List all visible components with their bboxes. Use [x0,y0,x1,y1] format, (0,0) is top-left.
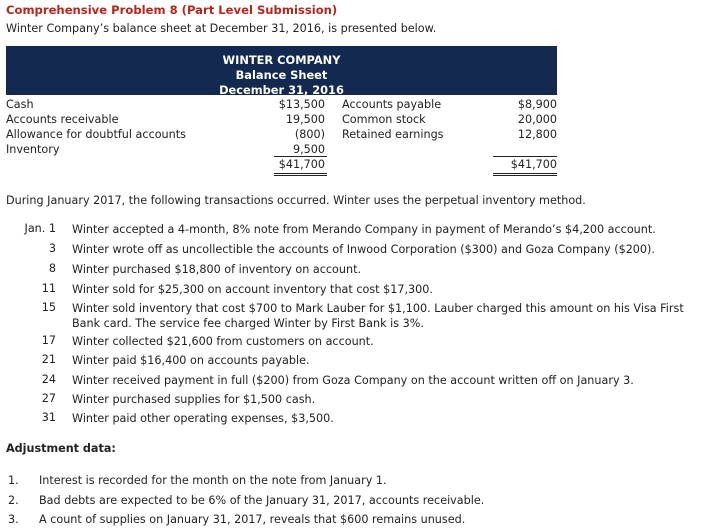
bs-right-amount: 12,800 [517,128,557,141]
txn-date: 3 [48,242,56,255]
left-subtotal-rule [274,156,327,157]
transactions-intro: During January 2017, the following transactions occurred. Winter uses the perpetual inventory method. [6,194,586,207]
bs-left-label: Accounts receivable [6,113,119,126]
txn-text: Winter sold inventory that cost $700 to Mark Lauber for $1,100. Lauber charged this amount on his Visa First Bank card. The service fee charged Winter by First Bank is 3%. [72,302,684,330]
bs-left-amount: 19,500 [285,113,325,126]
txn-text: Winter purchased $18,800 of inventory on account. [72,263,362,276]
bs-left-label: Cash [6,98,34,111]
txn-text: Winter accepted a 4-month, 8% note from Merando Company in payment of Merando’s $4,200 account. [72,223,656,236]
statement-name: Balance Sheet [235,68,328,82]
txn-text: Winter wrote off as uncollectible the accounts of Inwood Corporation ($300) and Goza Company ($200). [72,243,655,256]
txn-text: Winter collected $21,600 from customers on account. [72,335,374,348]
intro-text: Winter Company’s balance sheet at December 31, 2016, is presented below. [6,22,437,35]
statement-date: December 31, 2016 [219,83,344,97]
adjustment-text: Interest is recorded for the month on the note from January 1. [39,474,387,487]
txn-date: 11 [41,282,56,295]
txn-text: Winter paid other operating expenses, $3,500. [72,412,334,425]
bs-left-amount: 9,500 [292,143,325,156]
txn-date: 21 [41,353,56,366]
bs-left-amount: (800) [294,128,325,141]
left-total-double-rule [274,173,327,176]
adjustment-text: Bad debts are expected to be 6% of the January 31, 2017, accounts receivable. [39,494,485,507]
txn-text: Winter paid $16,400 on accounts payable. [72,354,310,367]
bs-right-label: Accounts payable [342,98,442,111]
right-total-double-rule [493,173,557,176]
adjustment-heading: Adjustment data: [6,442,116,455]
txn-text: Winter received payment in full ($200) from Goza Company on the account written off on January 3. [72,374,634,387]
bs-right-total: $41,700 [510,158,557,171]
txn-date: 8 [48,262,56,275]
right-subtotal-rule [493,156,557,157]
company-name: WINTER COMPANY [222,53,341,67]
txn-date: Jan. 1 [24,222,56,235]
txn-date: 24 [41,373,56,386]
bs-left-total: $41,700 [278,158,325,171]
bs-left-label: Allowance for doubtful accounts [6,128,186,141]
adjustment-number: 1. [8,474,19,487]
txn-date: 17 [41,334,56,347]
adjustment-number: 2. [8,494,19,507]
txn-text: Winter purchased supplies for $1,500 cash. [72,393,316,406]
bs-right-amount: 20,000 [517,113,557,126]
txn-text: Winter sold for $25,300 on account inventory that cost $17,300. [72,283,433,296]
problem-title: Comprehensive Problem 8 (Part Level Submission) [6,3,338,17]
txn-date: 27 [41,392,56,405]
txn-date: 15 [41,301,56,314]
bs-right-label: Common stock [342,113,426,126]
bs-right-amount: $8,900 [517,98,557,111]
adjustment-text: A count of supplies on January 31, 2017, reveals that $600 remains unused. [39,513,466,526]
bs-right-label: Retained earnings [342,128,444,141]
adjustment-number: 3. [8,513,19,526]
txn-date: 31 [41,411,56,424]
bs-left-label: Inventory [6,143,60,156]
bs-left-amount: $13,500 [278,98,325,111]
